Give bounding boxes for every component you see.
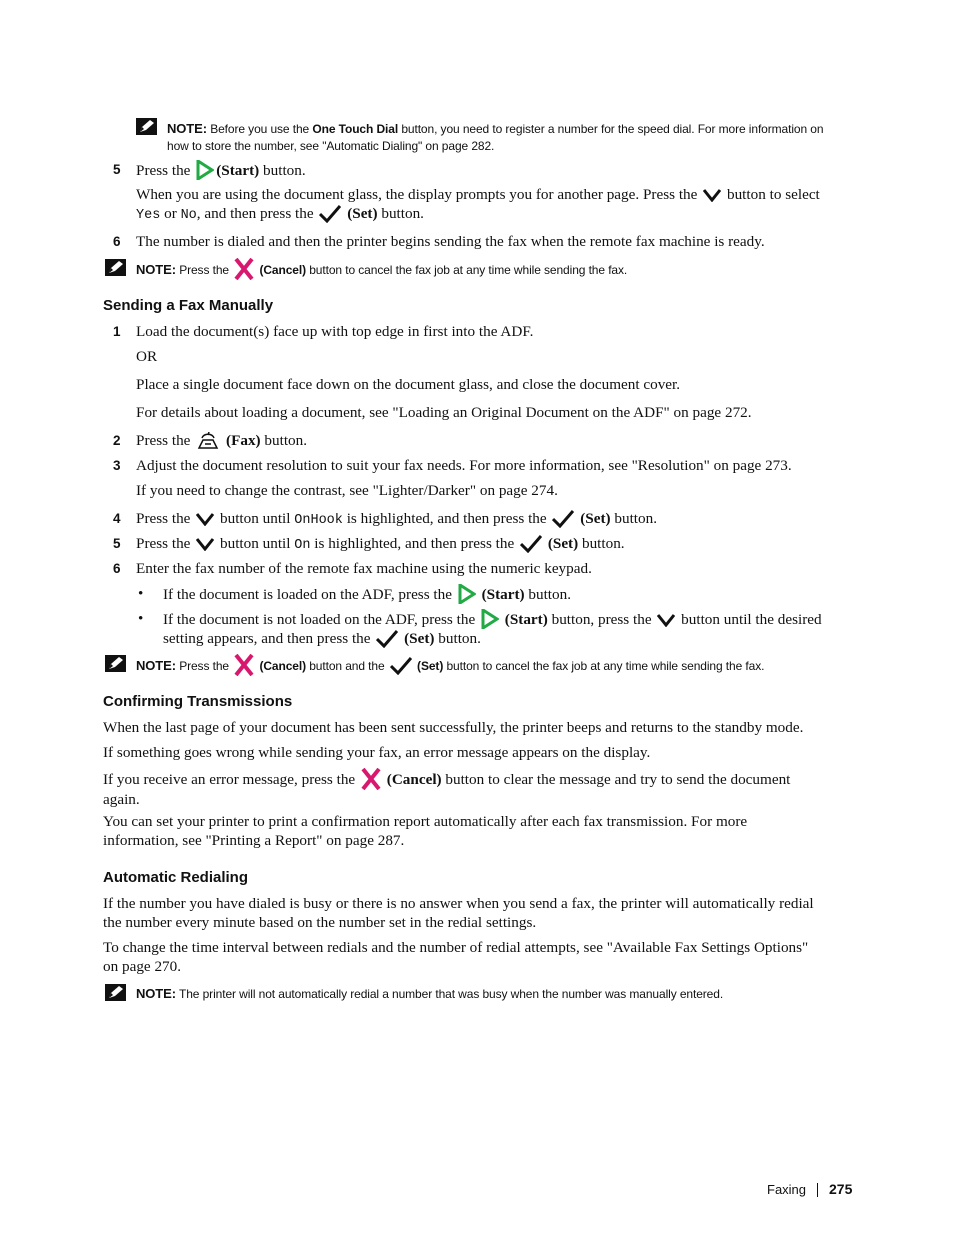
set-check-icon — [319, 205, 341, 223]
loading-details-paragraph: For details about loading a document, see "Loading an Original Document on the ADF" on page 272. — [136, 404, 752, 421]
cancel-x-icon — [234, 654, 254, 676]
note-one-touch-dial — [167, 120, 867, 155]
set-label: (Set) — [580, 510, 611, 527]
start-label: (Start) — [481, 586, 525, 603]
step-number: 3 — [113, 458, 121, 473]
paragraph-text: button to clear the message and try to send the document — [445, 771, 791, 788]
step-text: button. — [264, 432, 308, 449]
start-label: (Start) — [216, 162, 260, 179]
cancel-label: (Cancel) — [259, 263, 306, 277]
step-2-press-fax — [136, 431, 307, 450]
note-text: The printer will not automatically redial a number that was busy when the number was manually entered. — [178, 987, 724, 1001]
note-label: NOTE: — [136, 986, 176, 1001]
step-3-resolution: Adjust the document resolution to suit your fax needs. For more information, see "Resolution" on page 273. — [136, 457, 792, 474]
set-check-icon — [552, 510, 574, 528]
down-chevron-icon — [196, 512, 214, 526]
note-text: button and the — [309, 659, 385, 673]
fax-label: (Fax) — [226, 432, 261, 449]
note-label: NOTE: — [167, 121, 207, 136]
step-text: is highlighted, and then press the — [346, 510, 547, 527]
footer-section-name: Faxing — [767, 1182, 807, 1197]
confirmation-report-paragraph — [103, 812, 853, 850]
section-heading: Automatic Redialing — [103, 869, 249, 886]
step-text: button until — [220, 535, 291, 552]
step-text: is highlighted, and then press the — [314, 535, 515, 552]
start-triangle-icon — [458, 584, 476, 604]
bullet-text: setting appears, and then press the — [163, 630, 371, 647]
step-text: Press the — [136, 162, 191, 179]
place-document-paragraph: Place a single document face down on the document glass, and close the document cover. — [136, 376, 681, 393]
step-number: 1 — [113, 324, 121, 339]
step-number: 2 — [113, 433, 121, 448]
set-check-icon — [520, 535, 542, 553]
paragraph-text: To change the time interval between redials and the number of redial attempts, see "Available Fax Settings Options" — [103, 939, 809, 956]
bullet-text: If the document is loaded on the ADF, press the — [163, 586, 452, 603]
section-heading: Confirming Transmissions — [103, 693, 293, 710]
start-triangle-icon — [481, 609, 499, 629]
step-text: button until — [220, 510, 291, 527]
paragraph-text: , and then press the — [196, 205, 314, 222]
note-pencil-icon — [105, 655, 126, 677]
yes-code: Yes — [136, 208, 161, 223]
paragraph-text: If the number you have dialed is busy or there is no answer when you send a fax, the printer will automatically redial — [103, 895, 814, 912]
paragraph-text: on page 270. — [103, 958, 182, 975]
down-chevron-icon — [703, 188, 721, 202]
bullet-text: button. — [528, 586, 572, 603]
cancel-x-icon — [234, 258, 254, 280]
set-label: (Set) — [547, 535, 579, 552]
step-5-press-start — [136, 160, 306, 180]
confirm-paragraph: If something goes wrong while sending your fax, an error message appears on the display. — [103, 744, 651, 761]
step-text: Press the — [136, 510, 191, 527]
cancel-label: (Cancel) — [259, 659, 306, 673]
paragraph-text: again. — [103, 791, 140, 808]
page-number: 275 — [829, 1181, 853, 1197]
bullet-not-loaded-on-adf — [163, 609, 853, 648]
bullet-text: button. — [438, 630, 481, 647]
step-number: 6 — [113, 561, 121, 576]
set-label: (Set) — [347, 205, 378, 222]
down-chevron-icon — [657, 613, 675, 627]
note-text: Press the — [179, 263, 229, 277]
step-text: button. — [614, 510, 658, 527]
redial-paragraph — [103, 894, 853, 932]
step-text: Press the — [136, 432, 191, 449]
one-touch-dial-label: One Touch Dial — [312, 122, 399, 136]
step-text: Press the — [136, 535, 191, 552]
bullet-text: button, press the — [551, 611, 652, 628]
section-heading: Sending a Fax Manually — [103, 297, 274, 314]
or-separator: OR — [136, 348, 158, 365]
paragraph-text: button. — [381, 205, 424, 222]
paragraph-text: or — [164, 205, 177, 222]
set-label: (Set) — [417, 659, 444, 673]
bullet: • — [138, 585, 144, 602]
step-number: 4 — [113, 511, 121, 526]
step-number: 5 — [113, 536, 121, 551]
step-6-enter-number: Enter the fax number of the remote fax machine using the numeric keypad. — [136, 560, 592, 577]
paragraph-text: If you receive an error message, press the — [103, 771, 356, 788]
footer-divider — [817, 1183, 818, 1197]
step-number: 5 — [113, 162, 121, 177]
note-label: NOTE: — [136, 658, 176, 673]
note-pencil-icon — [105, 259, 126, 281]
on-code: On — [294, 538, 311, 553]
error-message-paragraph — [103, 768, 853, 809]
note-cancel-and-set — [136, 654, 764, 676]
step-number: 6 — [113, 234, 121, 249]
note-text: button to cancel the fax job at any time while sending the fax. — [446, 659, 765, 673]
redial-settings-paragraph — [103, 938, 853, 976]
bullet: • — [138, 610, 144, 627]
step-6-dialed: The number is dialed and then the printer begins sending the fax when the remote fax machine is ready. — [136, 233, 765, 250]
set-label: (Set) — [404, 630, 435, 647]
confirm-paragraph: When the last page of your document has been sent successfully, the printer beeps and returns to the standby mode. — [103, 719, 804, 736]
bullet-text: button until the desired — [681, 611, 822, 628]
paragraph-text: You can set your printer to print a confirmation report automatically after each fax transmission. For more — [103, 813, 748, 830]
set-check-icon — [390, 657, 412, 675]
bullet-loaded-on-adf — [163, 584, 571, 604]
onhook-code: OnHook — [294, 513, 343, 528]
step-5-on — [136, 534, 625, 555]
note-text: button, you need to register a number for the speed dial. For more information on — [401, 122, 824, 136]
note-text: Press the — [179, 659, 229, 673]
contrast-paragraph: If you need to change the contrast, see "Lighter/Darker" on page 274. — [136, 482, 558, 499]
note-no-redial — [136, 985, 723, 1003]
note-pencil-icon — [136, 118, 157, 140]
step-text: button. — [581, 535, 625, 552]
note-text: Before you use the — [210, 122, 310, 136]
paragraph-text: When you are using the document glass, the display prompts you for another page. Press the — [136, 186, 698, 203]
step-text: button. — [263, 162, 306, 179]
step-1-load-document: Load the document(s) face up with top edge in first into the ADF. — [136, 323, 534, 340]
paragraph-text: button to select — [726, 186, 820, 203]
start-label: (Start) — [504, 611, 548, 628]
step-4-onhook — [136, 509, 657, 530]
document-glass-paragraph — [136, 185, 851, 225]
cancel-label: (Cancel) — [386, 771, 442, 788]
fax-icon — [196, 432, 220, 450]
note-cancel-fax-job — [136, 258, 627, 280]
note-label: NOTE: — [136, 262, 176, 277]
bullet-text: If the document is not loaded on the ADF, press the — [163, 611, 476, 628]
paragraph-text: information, see "Printing a Report" on page 287. — [103, 832, 405, 849]
note-pencil-icon — [105, 984, 126, 1006]
cancel-x-icon — [361, 768, 381, 790]
paragraph-text: the number every minute based on the number set in the redial settings. — [103, 914, 537, 931]
down-chevron-icon — [196, 537, 214, 551]
start-triangle-icon — [196, 160, 214, 180]
set-check-icon — [376, 630, 398, 648]
no-code: No — [180, 208, 197, 223]
note-text: button to cancel the fax job at any time while sending the fax. — [309, 263, 628, 277]
note-text: how to store the number, see "Automatic Dialing" on page 282. — [167, 139, 495, 153]
